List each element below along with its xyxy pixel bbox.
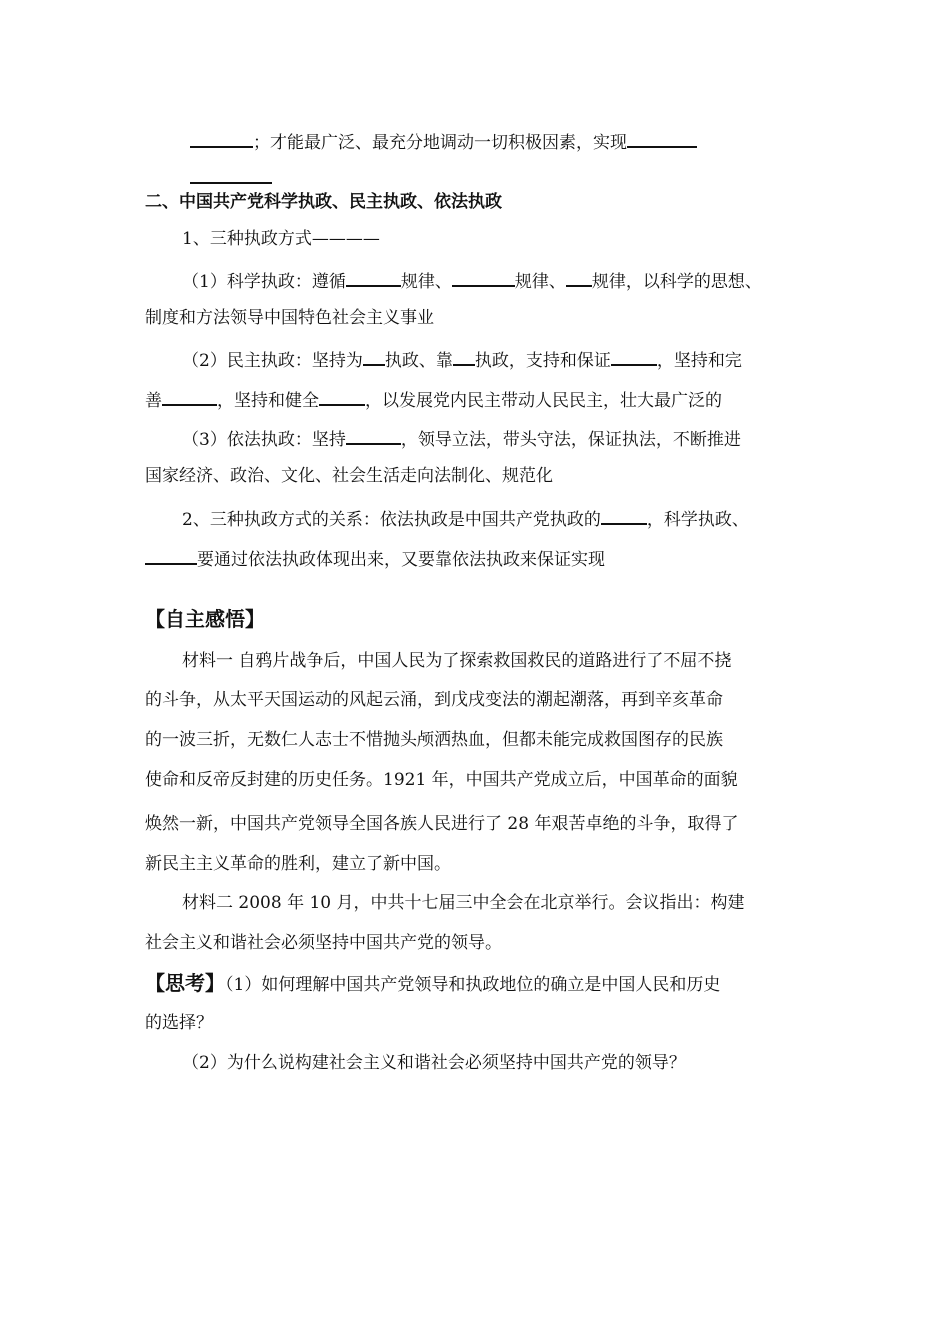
text-line: [190, 164, 272, 190]
fill-blank: [627, 128, 697, 148]
fill-blank: [145, 545, 197, 565]
fill-blank: [319, 386, 365, 406]
text-line: 2、三种执政方式的关系：依法执政是中国共产党执政的 ，科学执政、: [182, 505, 749, 531]
fill-blank: [601, 505, 647, 525]
fill-blank: [190, 164, 272, 184]
text-line: 使命和反帝反封建的历史任务。1921 年，中国共产党成立后，中国革命的面貌: [145, 770, 738, 790]
text-line: （2）民主执政：坚持为 执政、靠 执政，支持和保证 ，坚持和完: [182, 346, 742, 372]
fill-blank: [452, 267, 515, 287]
text-line: ；才能最广泛、最充分地调动一切积极因素，实现: [190, 128, 697, 154]
sikao-label: 【思考】: [145, 971, 225, 995]
fill-blank: [162, 386, 217, 406]
text-line: （3）依法执政：坚持 ，领导立法，带头守法，保证执法，不断推进: [182, 425, 741, 451]
text-line: 的选择？: [145, 1013, 213, 1033]
text-line: 善 ，坚持和健全 ，以发展党内民主带动人民民主，壮大最广泛的: [145, 386, 722, 412]
item-heading: 1、三种执政方式————: [182, 229, 380, 249]
text-line: 的斗争，从太平天国运动的风起云涌，到戊戌变法的潮起潮落，再到辛亥革命: [145, 690, 723, 710]
fill-blank: [453, 346, 475, 366]
text-line: 新民主主义革命的胜利，建立了新中国。: [145, 854, 451, 874]
text-line: 社会主义和谐社会必须坚持中国共产党的领导。: [145, 933, 502, 953]
text-line: 国家经济、政治、文化、社会生活走向法制化、规范化: [145, 466, 553, 486]
fill-blank: [346, 425, 401, 445]
text-line: （2）为什么说构建社会主义和谐社会必须坚持中国共产党的领导？: [182, 1053, 686, 1073]
text-line: 制度和方法领导中国特色社会主义事业: [145, 308, 434, 328]
fill-blank: [190, 128, 253, 148]
text-line: 的一波三折，无数仁人志士不惜抛头颅洒热血，但都未能完成救国图存的民族: [145, 730, 723, 750]
fill-blank: [611, 346, 657, 366]
text-line: 焕然一新，中国共产党领导全国各族人民进行了 28 年艰苦卓绝的斗争，取得了: [145, 814, 739, 834]
section-heading: 二、中国共产党科学执政、民主执政、依法执政: [145, 192, 502, 212]
text-line: 【思考】（1）如何理解中国共产党领导和执政地位的确立是中国人民和历史: [145, 971, 721, 995]
fill-blank: [346, 267, 401, 287]
fill-blank: [566, 267, 592, 287]
text-line: 材料一 自鸦片战争后，中国人民为了探索救国救民的道路进行了不屈不挠: [182, 651, 732, 671]
text-line: （1）科学执政：遵循 规律、 规律、 规律，以科学的思想、: [182, 267, 762, 293]
section-heading-zizhu: 【自主感悟】: [145, 607, 265, 631]
text-line: 材料二 2008 年 10 月，中共十七届三中全会在北京举行。会议指出：构建: [182, 893, 745, 913]
fill-blank: [363, 346, 385, 366]
text-line: 要通过依法执政体现出来，又要靠依法执政来保证实现: [145, 545, 605, 571]
